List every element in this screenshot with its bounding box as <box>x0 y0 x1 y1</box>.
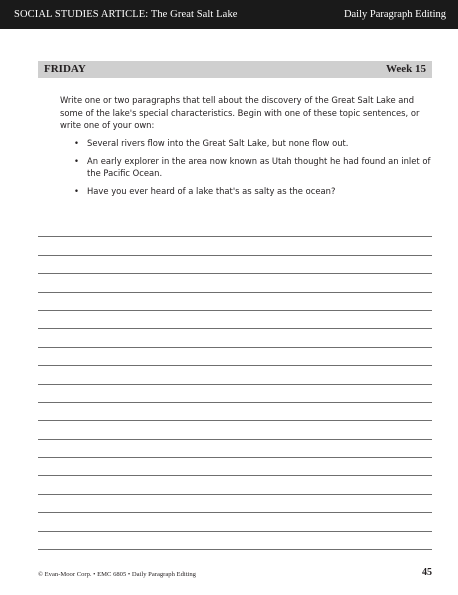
writing-line <box>38 532 432 550</box>
topic-sentence: Have you ever heard of a lake that's as salty as the ocean? <box>87 185 336 196</box>
week-label: Week 15 <box>385 63 426 75</box>
article-title: SOCIAL STUDIES ARTICLE: The Great Salt Lake <box>14 9 238 20</box>
writing-line <box>38 366 432 384</box>
writing-line <box>38 495 432 513</box>
writing-line <box>38 348 432 366</box>
topic-sentence: Several rivers flow into the Great Salt Lake, but none flow out. <box>87 138 349 148</box>
bullet-icon: • <box>74 138 79 148</box>
day-label: FRIDAY <box>44 63 86 75</box>
footer-credit: © Evan-Moor Corp. • EMC 6805 • Daily Paragraph Editing <box>38 571 196 578</box>
writing-line <box>38 513 432 531</box>
list-item <box>74 155 432 180</box>
bullet-icon: • <box>74 155 79 166</box>
topic-sentence-list <box>74 137 432 202</box>
page-header-bar <box>0 0 458 29</box>
writing-line <box>38 256 432 274</box>
writing-lines <box>38 219 432 550</box>
day-band <box>38 61 432 78</box>
writing-line <box>38 329 432 347</box>
writing-line <box>38 403 432 421</box>
writing-line <box>38 274 432 292</box>
writing-line <box>38 219 432 237</box>
writing-prompt: Write one or two paragraphs that tell about the discovery of the Great Salt Lake and some of the lake's special characteristics. Begin with one of these topic sentences, or write one of your own: <box>60 95 420 131</box>
writing-line <box>38 458 432 476</box>
book-title: Daily Paragraph Editing <box>343 9 446 20</box>
writing-line <box>38 421 432 439</box>
list-item <box>74 137 432 150</box>
writing-line <box>38 293 432 311</box>
writing-line <box>38 237 432 255</box>
page-number: 45 <box>422 567 432 578</box>
topic-sentence: An early explorer in the area now known as Utah thought he had found an inlet of the Pacific Ocean. <box>87 155 431 179</box>
writing-line <box>38 385 432 403</box>
bullet-icon: • <box>74 185 79 196</box>
list-item <box>74 185 432 198</box>
writing-line <box>38 476 432 494</box>
writing-line <box>38 440 432 458</box>
writing-line <box>38 311 432 329</box>
